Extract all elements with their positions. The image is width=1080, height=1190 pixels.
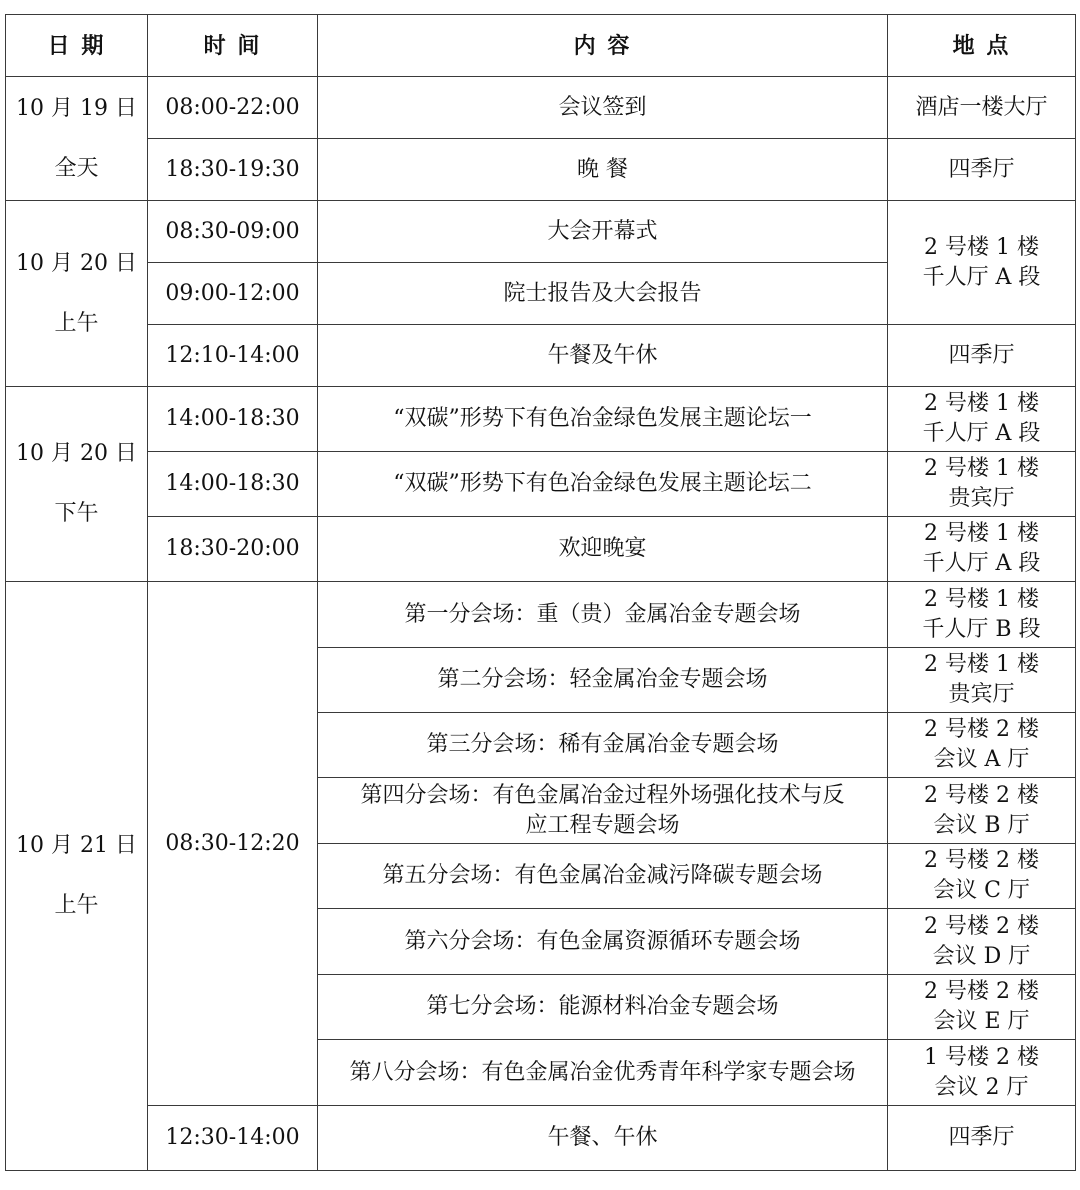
- location-line: 酒店一楼大厅: [915, 94, 1048, 120]
- header-location: 地 点: [888, 15, 1076, 77]
- location-line: 四季厅: [948, 156, 1015, 182]
- table-row: [6, 452, 1076, 517]
- location-line: 贵宾厅: [948, 682, 1015, 707]
- location-line: 2 号楼 2 楼: [924, 979, 1039, 1004]
- content-cell: [318, 778, 888, 844]
- location-line: 千人厅 A 段: [922, 551, 1041, 576]
- time-cell: 12:10-14:00: [148, 325, 318, 387]
- content-cell: 第五分会场：有色金属冶金减污降碳专题会场: [318, 844, 888, 909]
- table-row: [6, 1106, 1076, 1171]
- table-row: [6, 139, 1076, 201]
- content-cell: 大会开幕式: [318, 201, 888, 263]
- location-line: 2 号楼 1 楼: [924, 652, 1039, 677]
- location-cell: [888, 778, 1076, 844]
- location-cell: [888, 582, 1076, 648]
- date-label: 10 月 20 日: [16, 250, 137, 276]
- location-line: 1 号楼 2 楼: [924, 1044, 1039, 1070]
- location-line: 会议 2 厅: [934, 1074, 1029, 1100]
- location-line: 四季厅: [948, 342, 1015, 368]
- location-cell: [888, 713, 1076, 778]
- date-period: 全天: [54, 155, 99, 181]
- location-line: 四季厅: [948, 1125, 1015, 1150]
- date-cell: [6, 77, 148, 201]
- location-line: 2 号楼 1 楼: [924, 586, 1039, 612]
- content-text: 第八分会场：有色金属冶金优秀青年科学家专题会场: [349, 1059, 856, 1085]
- time-cell: 08:00-22:00: [148, 77, 318, 139]
- location-cell: [888, 844, 1076, 909]
- location-line: 2 号楼 2 楼: [924, 782, 1039, 808]
- date-period: 下午: [54, 501, 99, 526]
- location-line: 2 号楼 1 楼: [924, 521, 1039, 546]
- time-cell: 08:30-12:20: [148, 582, 318, 1106]
- date-label: 10 月 19 日: [16, 95, 137, 121]
- content-cell: 院士报告及大会报告: [318, 263, 888, 325]
- location-cell: [888, 139, 1076, 201]
- location-cell: [888, 1106, 1076, 1171]
- location-line: 会议 A 厅: [933, 747, 1030, 772]
- location-line: 2 号楼 1 楼: [924, 391, 1039, 416]
- content-cell: [318, 1040, 888, 1106]
- location-line: 千人厅 A 段: [922, 264, 1041, 290]
- time-cell: 18:30-19:30: [148, 139, 318, 201]
- location-line: 会议 D 厅: [932, 943, 1031, 969]
- content-cell: 第七分会场：能源材料冶金专题会场: [318, 975, 888, 1040]
- time-cell: 14:00-18:30: [148, 452, 318, 517]
- date-cell: [6, 582, 148, 1171]
- content-cell: 欢迎晚宴: [318, 517, 888, 582]
- time-cell: 08:30-09:00: [148, 201, 318, 263]
- location-line: 会议 C 厅: [933, 878, 1030, 903]
- table-row: [6, 387, 1076, 452]
- content-cell: 会议签到: [318, 77, 888, 139]
- location-cell: [888, 975, 1076, 1040]
- location-cell: [888, 452, 1076, 517]
- location-cell: [888, 909, 1076, 975]
- time-cell: 09:00-12:00: [148, 263, 318, 325]
- content-cell: 晚 餐: [318, 139, 888, 201]
- content-text: 第四分会场：有色金属冶金过程外场强化技术与反应工程专题会场: [360, 782, 845, 838]
- location-cell: [888, 1040, 1076, 1106]
- table-row: [6, 582, 1076, 648]
- header-content: 内 容: [318, 15, 888, 77]
- content-cell: 第二分会场：轻金属冶金专题会场: [318, 648, 888, 713]
- table-row: [6, 201, 1076, 263]
- date-label: 10 月 20 日: [16, 441, 137, 466]
- time-cell: 18:30-20:00: [148, 517, 318, 582]
- location-cell: [888, 201, 1076, 325]
- date-period: 上午: [54, 310, 99, 336]
- location-line: 贵宾厅: [948, 486, 1015, 511]
- date-cell: [6, 387, 148, 582]
- location-line: 会议 B 厅: [933, 812, 1030, 838]
- location-cell: [888, 77, 1076, 139]
- time-cell: 14:00-18:30: [148, 387, 318, 452]
- time-cell: 12:30-14:00: [148, 1106, 318, 1171]
- content-cell: “双碳”形势下有色冶金绿色发展主题论坛一: [318, 387, 888, 452]
- content-cell: “双碳”形势下有色冶金绿色发展主题论坛二: [318, 452, 888, 517]
- location-line: 2 号楼 2 楼: [924, 717, 1039, 742]
- location-line: 2 号楼 1 楼: [924, 456, 1039, 481]
- table-row: [6, 77, 1076, 139]
- date-cell: [6, 201, 148, 387]
- schedule-table: [5, 14, 1076, 1171]
- location-cell: [888, 517, 1076, 582]
- location-cell: [888, 325, 1076, 387]
- content-cell: 第一分会场：重（贵）金属冶金专题会场: [318, 582, 888, 648]
- content-cell: 午餐及午休: [318, 325, 888, 387]
- content-cell: 第六分会场：有色金属资源循环专题会场: [318, 909, 888, 975]
- date-period: 上午: [54, 893, 99, 918]
- table-row: [6, 325, 1076, 387]
- location-line: 2 号楼 2 楼: [924, 848, 1039, 873]
- header-time: 时 间: [148, 15, 318, 77]
- location-line: 2 号楼 1 楼: [924, 234, 1039, 260]
- location-cell: [888, 648, 1076, 713]
- header-date: 日 期: [6, 15, 148, 77]
- date-label: 10 月 21 日: [16, 833, 137, 858]
- location-cell: [888, 387, 1076, 452]
- content-cell: 午餐、午休: [318, 1106, 888, 1171]
- header-row: [6, 15, 1076, 77]
- content-cell: 第三分会场：稀有金属冶金专题会场: [318, 713, 888, 778]
- location-line: 会议 E 厅: [933, 1009, 1030, 1034]
- table-row: [6, 517, 1076, 582]
- location-line: 千人厅 B 段: [922, 616, 1041, 642]
- location-line: 2 号楼 2 楼: [924, 913, 1039, 939]
- location-line: 千人厅 A 段: [922, 421, 1041, 446]
